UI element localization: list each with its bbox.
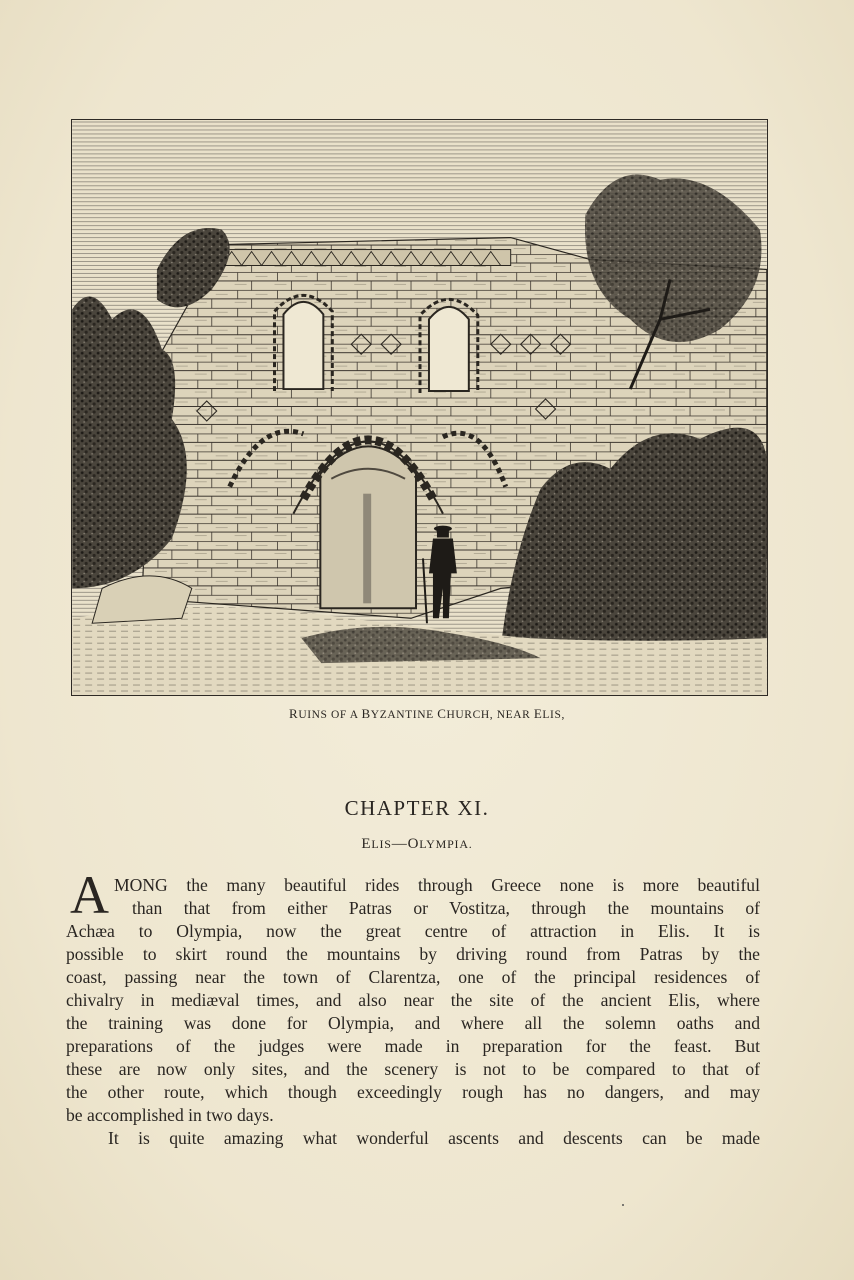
body-line: Achæa to Olympia, now the great centre of attraction in Elis. It is [66, 921, 760, 941]
body-line: MONG the many beautiful rides through Greece none is more beautiful [114, 875, 760, 895]
body-line: than that from either Patras or Vostitza, through the mountains of [132, 898, 760, 918]
caption-text: E [533, 706, 543, 721]
subtitle-part: LYMPIA. [419, 837, 473, 851]
caption-text: R [289, 706, 299, 721]
subtitle-part: — [391, 836, 408, 852]
chapter-title: CHAPTER XI. [344, 796, 490, 820]
body-line: It is quite amazing what wonderful ascents and descents can be made [108, 1128, 760, 1148]
body-line: be accomplished in two days. [66, 1105, 274, 1125]
body-line: preparations of the judges were made in preparation for the feast. But [66, 1036, 760, 1056]
caption-text: UINS OF A [298, 709, 362, 721]
engraving-illustration [71, 119, 768, 696]
body-line: the training was done for Olympia, and where all the solemn oaths and [66, 1013, 760, 1033]
caption-text: B [361, 706, 371, 721]
caption-text: HURCH, NEAR [446, 709, 534, 721]
paper-speck [622, 1204, 624, 1206]
body-line: the other route, which though exceedingly rough has no dangers, and may [66, 1082, 760, 1102]
body-line: chivalry in mediæval times, and also near the site of the ancient Elis, where [66, 990, 760, 1010]
figure-caption [0, 706, 854, 722]
body-line: coast, passing near the town of Clarentza, one of the principal residences of [66, 967, 760, 987]
subtitle-part: E [361, 836, 372, 852]
body-line: possible to skirt round the mountains by driving round from Patras by the [66, 944, 760, 964]
chapter-subtitle [0, 836, 834, 853]
body-line: these are now only sites, and the scenery is not to be compared to that of [66, 1059, 760, 1079]
drop-cap: A [70, 865, 109, 925]
caption-text: C [437, 706, 447, 721]
caption-text: YZANTINE [370, 709, 438, 721]
subtitle-part: LIS [371, 837, 392, 851]
caption-text: LIS, [542, 709, 565, 721]
subtitle-part: O [407, 836, 420, 852]
body-text [66, 874, 760, 1150]
